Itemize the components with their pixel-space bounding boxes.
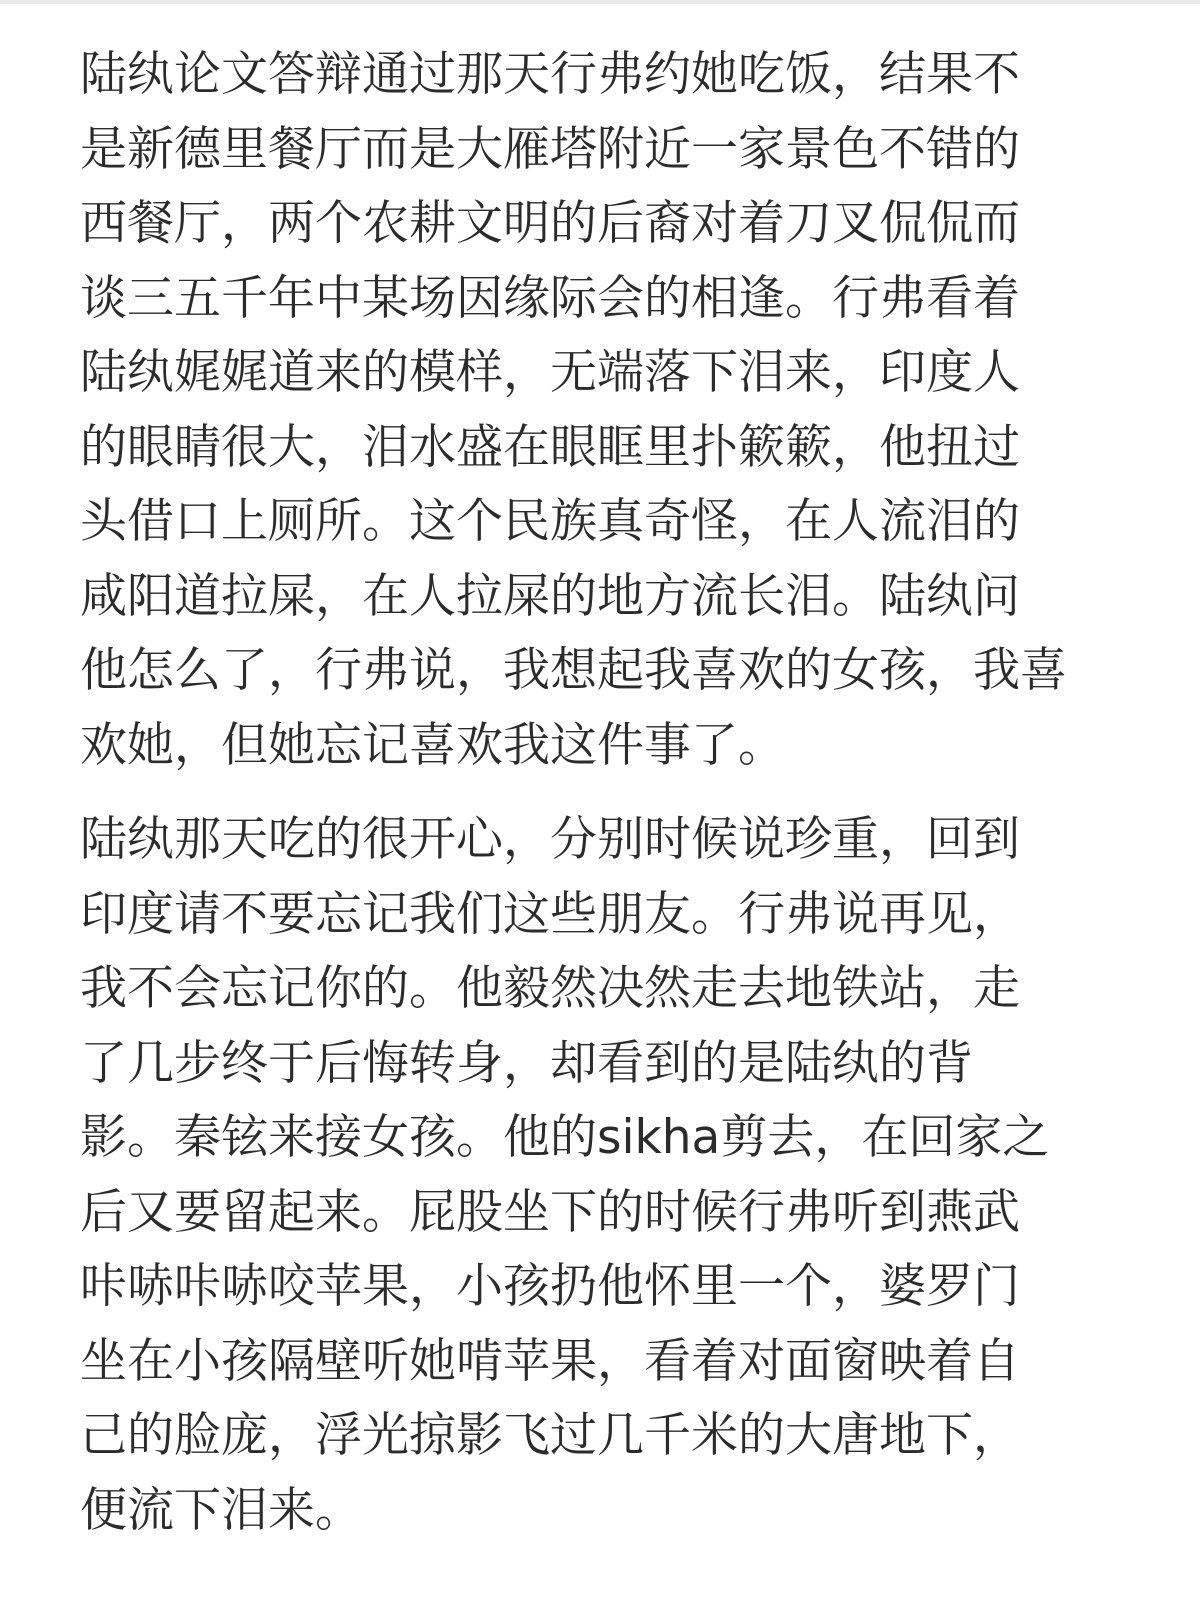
text-line: 他怎么了，行弗说，我想起我喜欢的女孩，我喜 xyxy=(80,643,1067,698)
article-body xyxy=(80,38,1090,1548)
paragraph-2 xyxy=(80,803,1090,1548)
text-line: 印度请不要忘记我们这些朋友。行弗说再见， xyxy=(80,886,1020,942)
text-line: 是新德里餐厅而是大雁塔附近一家景色不错的 xyxy=(80,121,1020,177)
text-line: 影。秦铉来接女孩。他的sikha剪去，在回家之 xyxy=(80,1110,1050,1165)
top-divider xyxy=(0,0,1200,4)
text-line: 陆纨那天吃的很开心，分别时候说珍重，回到 xyxy=(80,812,1020,867)
text-line: 咸阳道拉屎，在人拉屎的地方流长泪。陆纨问 xyxy=(80,568,1020,624)
text-line: 己的脸庞，浮光掠影飞过几千米的大唐地下， xyxy=(80,1408,1020,1463)
text-line: 我不会忘记你的。他毅然决然走去地铁站，走 xyxy=(80,961,1020,1016)
text-line: 咔哧咔哧咬苹果，小孩扔他怀里一个，婆罗门 xyxy=(80,1259,1020,1314)
text-line: 西餐厅，两个农耕文明的后裔对着刀叉侃侃而 xyxy=(80,196,1020,251)
paragraph-1 xyxy=(80,38,1090,783)
text-line: 坐在小孩隔壁听她啃苹果，看着对面窗映着自 xyxy=(80,1333,1020,1389)
text-line: 陆纨论文答辩通过那天行弗约她吃饭，结果不 xyxy=(80,47,1020,102)
text-line: 了几步终于后悔转身，却看到的是陆纨的背 xyxy=(80,1035,973,1091)
text-line: 陆纨娓娓道来的模样，无端落下泪来，印度人 xyxy=(80,345,1020,400)
text-line: 便流下泪来。 xyxy=(80,1482,362,1538)
text-line: 欢她，但她忘记喜欢我这件事了。 xyxy=(80,717,785,773)
text-line: 头借口上厕所。这个民族真奇怪，在人流泪的 xyxy=(80,494,1020,549)
text-line: 谈三五千年中某场因缘际会的相逢。行弗看着 xyxy=(80,270,1020,326)
text-line: 的眼睛很大，泪水盛在眼眶里扑簌簌，他扭过 xyxy=(80,419,1020,475)
text-line: 后又要留起来。屁股坐下的时候行弗听到燕武 xyxy=(80,1184,1020,1240)
